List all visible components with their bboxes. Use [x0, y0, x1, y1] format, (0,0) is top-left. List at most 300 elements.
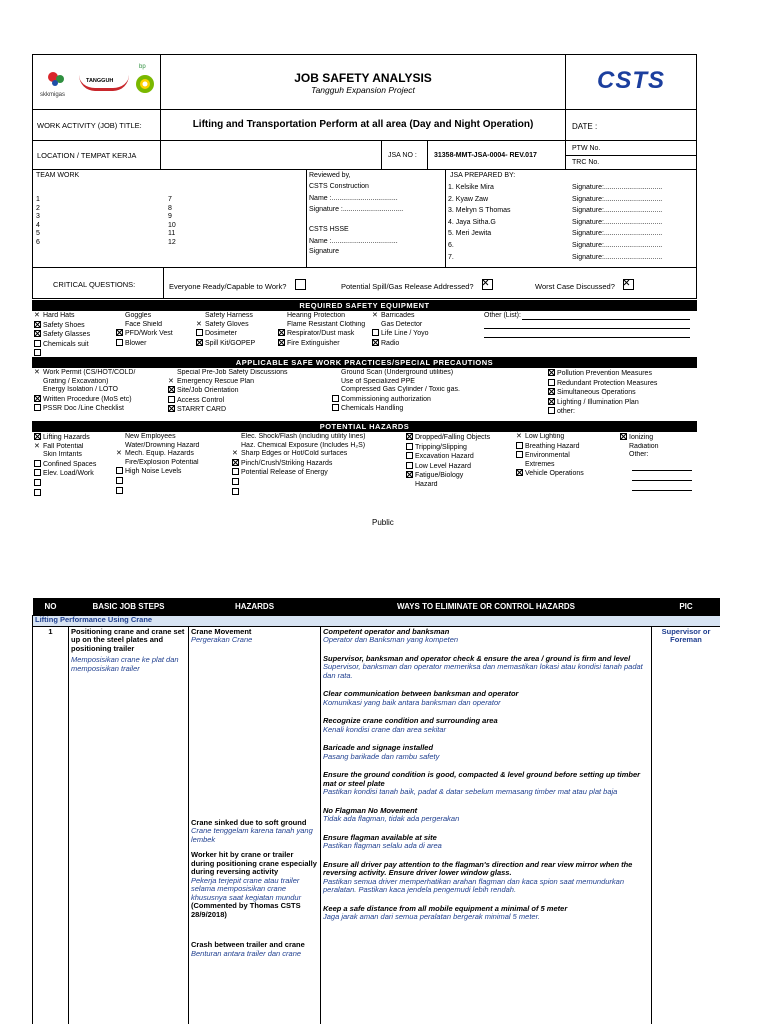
control-item: Ensure all driver pay attention to the flagman's direction and rear view mirror when the reversing activity. Ensure driver lower window glass. Pastikan semua driver memperhatikan arahan flagman dan kaca spion saat memundurkan peralatan. Pastikan kaca jendela pengemudi lebih rendah.	[323, 859, 633, 894]
option-item	[332, 404, 546, 414]
option-item	[278, 312, 370, 321]
team-left-item: 1	[36, 196, 40, 203]
team-right-item: 10	[168, 221, 176, 229]
review-construction: CSTS Construction	[309, 182, 369, 190]
option-item	[34, 489, 114, 499]
option-label: Other:	[629, 451, 649, 459]
option-checkbox[interactable]	[406, 443, 413, 450]
option-label: Respirator/Dust mask	[287, 330, 355, 338]
control-item: Competent operator and banksman Operator dan Banksman yang kompeten	[323, 626, 459, 644]
option-label: Fatigue/Biology	[415, 472, 464, 480]
ptw-label: PTW No.	[572, 145, 601, 152]
option-label: Use of Specialized PPE	[341, 377, 415, 385]
date-label: DATE :	[572, 122, 598, 131]
header-title-box	[160, 54, 566, 110]
option-label: Goggles	[125, 312, 152, 319]
option-checkbox[interactable]	[548, 407, 555, 414]
csts-logo: CSTS	[596, 67, 665, 94]
option-checkbox[interactable]	[516, 451, 523, 458]
step-number: 1	[33, 626, 69, 1024]
option-item	[372, 329, 482, 339]
table-row	[33, 626, 721, 1024]
option-item	[34, 404, 166, 414]
team-left-item: 3	[36, 213, 40, 221]
control-item: No Flagman No Movement Tidak ada flagman, tidak ada pergerakan	[323, 805, 460, 823]
equipment-section-title: REQUIRED SAFETY EQUIPMENT	[32, 300, 697, 311]
other-list-line[interactable]	[484, 328, 690, 329]
option-item	[116, 442, 230, 451]
critical-q2: Potential Spill/Gas Release Addressed?	[341, 282, 474, 291]
option-item	[34, 321, 114, 331]
option-checkbox[interactable]	[232, 468, 239, 475]
option-item	[34, 340, 114, 350]
prepared-name: 1. Kelsike Mira	[448, 184, 494, 191]
option-checkbox[interactable]	[34, 433, 41, 440]
option-label: Mech. Equip. Hazards	[125, 450, 194, 458]
option-item	[116, 477, 230, 487]
option-label: Tripping/Slipping	[415, 443, 467, 451]
option-item	[116, 339, 194, 349]
option-label: Low Level Hazard	[415, 462, 472, 470]
option-item	[168, 396, 330, 406]
option-label: Low Lighting	[525, 433, 565, 440]
page-subtitle: Tangguh Expansion Project	[311, 85, 415, 95]
option-label: Radiation	[629, 442, 659, 450]
option-label: Compressed Gas Cylinder / Toxic gas.	[341, 386, 460, 394]
option-checkbox[interactable]	[116, 339, 123, 346]
hazards-section-title: POTENTIAL HAZARDS	[32, 421, 697, 432]
option-item	[196, 329, 276, 339]
col-pic: PIC	[652, 598, 721, 615]
option-checkbox[interactable]	[196, 329, 203, 336]
option-column	[332, 369, 546, 414]
option-checkbox[interactable]	[34, 321, 41, 328]
option-checkbox[interactable]	[116, 329, 123, 336]
other-list-line[interactable]	[522, 319, 690, 320]
critical-q1-wrap	[169, 279, 308, 291]
option-column	[116, 312, 194, 348]
option-item	[406, 443, 514, 453]
option-checkbox[interactable]	[620, 433, 627, 440]
critical-q3-checkbox[interactable]	[623, 279, 634, 290]
option-checkbox[interactable]	[548, 369, 555, 376]
prepared-name: 5. Meri Jewita	[448, 230, 492, 238]
team-box	[32, 169, 307, 268]
option-item	[168, 405, 330, 415]
option-label: Confined Spaces	[43, 460, 97, 468]
option-checkbox[interactable]	[548, 388, 555, 395]
option-item	[232, 442, 404, 451]
option-label: Simultaneous Operations	[557, 389, 636, 397]
option-checkbox[interactable]	[372, 329, 379, 336]
option-label: Emergency Rescue Plan	[177, 377, 255, 385]
option-checkbox[interactable]	[34, 460, 41, 467]
team-right-item: 11	[168, 230, 176, 238]
team-left-list	[36, 196, 40, 248]
option-column	[232, 433, 404, 497]
option-column	[516, 433, 618, 479]
option-label: Fire/Explosion Potential	[125, 458, 199, 466]
option-item	[406, 452, 514, 462]
page-title: JOB SAFETY ANALYSIS	[294, 71, 432, 85]
option-checkbox[interactable]	[168, 386, 175, 393]
option-label: Hazard	[415, 480, 438, 488]
option-label: Excavation Hazard	[415, 453, 474, 461]
date-box	[565, 109, 697, 141]
option-label: Flame Resistant Clothing	[287, 320, 366, 328]
other-hazard-line[interactable]	[632, 470, 692, 471]
option-item	[34, 395, 166, 405]
option-label: Chemicals Handling	[341, 405, 404, 413]
work-activity-title: Lifting and Transportation Perform at all area (Day and Night Operation)	[192, 119, 534, 130]
prepared-signature[interactable]: Signature:..............................	[572, 253, 663, 261]
option-item	[372, 339, 482, 349]
team-right-item: 8	[168, 204, 172, 212]
option-item	[116, 459, 230, 468]
logo-left-box	[32, 54, 161, 110]
option-item	[116, 329, 194, 339]
option-checkbox[interactable]	[548, 379, 555, 386]
option-label: Ionizing	[629, 434, 654, 441]
col-steps: BASIC JOB STEPS	[69, 598, 189, 615]
option-item	[406, 471, 514, 481]
team-left-item: 2	[36, 204, 40, 212]
option-item	[34, 479, 114, 489]
option-item	[620, 443, 696, 452]
option-label: Pinch/Crush/Striking Hazards	[241, 459, 333, 467]
option-item	[116, 450, 230, 459]
option-item	[232, 450, 404, 459]
trc-box	[565, 155, 697, 170]
cross-mark-icon[interactable]: ✕	[168, 377, 174, 385]
option-checkbox[interactable]	[406, 471, 413, 478]
option-label: Potential Release of Energy	[241, 469, 328, 477]
option-item	[34, 460, 114, 470]
control-item: Supervisor, banksman and operator check & ensure the area / ground is firm and level Supervisor, banksman dan operator memeriksa dan memastikan lokasi atau kondisi tanah padat dan rata.	[323, 653, 643, 680]
other-hazard-line[interactable]	[632, 480, 692, 481]
option-label: Special Pre-Job Safety Discussions	[177, 369, 288, 376]
prepared-signature[interactable]: Signature:..............................	[572, 184, 663, 191]
option-checkbox[interactable]	[34, 489, 41, 496]
option-item	[168, 369, 330, 378]
option-checkbox[interactable]	[34, 340, 41, 347]
option-label: Lighting / Illumination Plan	[557, 398, 639, 406]
logo-left-text-1: skkmigas	[40, 92, 66, 98]
location-label: LOCATION / TEMPAT KERJA	[37, 151, 137, 160]
option-checkbox[interactable]	[516, 442, 523, 449]
option-checkbox[interactable]	[516, 469, 523, 476]
control-item: Baricade and signage installed Pasang barikade dan rambu safety	[323, 743, 440, 761]
prepared-signatures	[572, 182, 662, 263]
option-item	[620, 433, 696, 443]
option-item	[232, 468, 404, 478]
practices-section-title: APPLICABLE SAFE WORK PRACTICES/SPECIAL PRECAUTIONS	[32, 357, 697, 368]
prepared-signature[interactable]: Signature:..............................	[572, 195, 663, 203]
option-item	[116, 487, 230, 497]
option-checkbox[interactable]	[34, 395, 41, 402]
trc-label: TRC No.	[572, 159, 600, 166]
option-checkbox[interactable]	[232, 459, 239, 466]
option-column	[168, 369, 330, 415]
pic-cell: Supervisor or Foreman	[652, 626, 721, 1024]
option-checkbox[interactable]	[232, 478, 239, 485]
equipment-grid	[32, 311, 697, 355]
control-item: Ensure flagman available at site Pastikan flagman selalu ada di area	[323, 832, 442, 850]
steps-table-wrap	[32, 598, 720, 1024]
option-checkbox[interactable]	[196, 339, 203, 346]
col-hazards: HAZARDS	[189, 598, 321, 615]
option-item	[406, 481, 514, 490]
option-label: Safety Glasses	[43, 331, 91, 339]
option-checkbox[interactable]	[34, 349, 41, 356]
option-checkbox[interactable]	[332, 404, 339, 411]
option-checkbox[interactable]	[34, 469, 41, 476]
option-label: STARRT CARD	[177, 406, 227, 414]
option-checkbox[interactable]	[34, 479, 41, 486]
option-label: Hearing Protection	[287, 312, 345, 319]
option-item	[516, 451, 618, 461]
hazard-item: Crane Movement Pergerakan Crane	[191, 626, 253, 644]
option-item	[516, 461, 618, 470]
option-label: Extremes	[525, 460, 555, 468]
option-label: Dropped/Falling Objects	[415, 434, 491, 441]
prepared-name: 3. Melryn S Thomas	[448, 207, 511, 215]
option-item	[196, 321, 276, 330]
work-activity-title-box	[160, 109, 566, 141]
work-activity-label: WORK ACTIVITY (JOB) TITLE:	[37, 121, 142, 130]
cross-mark-icon[interactable]: ✕	[34, 369, 40, 376]
hazards-cell	[189, 626, 321, 1024]
option-checkbox[interactable]	[116, 487, 123, 494]
review-name-1[interactable]: Name :..................................	[309, 195, 398, 203]
option-checkbox[interactable]	[278, 329, 285, 336]
option-item	[516, 442, 618, 452]
location-value-box[interactable]	[160, 140, 382, 170]
logo-right-box	[565, 54, 697, 110]
prepared-signature[interactable]: Signature:..............................	[572, 207, 663, 215]
option-item	[34, 369, 166, 378]
option-label: Gas Detector	[381, 320, 423, 328]
work-activity-label-box	[32, 109, 161, 141]
option-label: Energy Isolation / LOTO	[43, 386, 118, 394]
section-row	[33, 615, 721, 626]
prepared-signature[interactable]: Signature:..............................	[572, 230, 663, 238]
team-left-item: 6	[36, 238, 40, 246]
cross-mark-icon[interactable]: ✕	[34, 442, 40, 450]
option-item	[116, 467, 230, 477]
cross-mark-icon[interactable]: ✕	[516, 433, 522, 440]
cross-mark-icon[interactable]: ✕	[116, 450, 122, 458]
option-checkbox[interactable]	[34, 404, 41, 411]
other-hazard-line[interactable]	[632, 490, 692, 491]
option-label: Elev. Load/Work	[43, 470, 94, 478]
critical-divider	[163, 267, 164, 299]
option-label: Haz. Chemical Exposure (Includes H₂S)	[241, 441, 366, 449]
option-checkbox[interactable]	[232, 488, 239, 495]
cross-mark-icon[interactable]: ✕	[196, 320, 202, 328]
option-label: Site/Job Orientation	[177, 387, 239, 395]
option-checkbox[interactable]	[116, 477, 123, 484]
critical-q3-wrap	[535, 279, 636, 291]
logo-left-text-2: TANGGUH	[86, 78, 114, 84]
option-label: Skin Irritants	[43, 451, 82, 459]
option-item	[548, 369, 696, 379]
option-label: Access Control	[177, 396, 225, 404]
steps-table	[32, 598, 720, 1024]
control-item: Ensure the ground condition is good, compacted & level ground before setting up timber mat or steel plate Pastikan kondisi tanah baik, padat & datar sebelum memasang timber mat atau plat baja	[323, 770, 641, 796]
other-list-line[interactable]	[484, 337, 690, 338]
critical-q1-checkbox[interactable]	[295, 279, 306, 290]
option-label: Fire Extinguisher	[287, 339, 340, 347]
option-item	[232, 478, 404, 488]
team-label: TEAM WORK	[36, 172, 80, 179]
team-left-item: 4	[36, 221, 40, 229]
prepared-signature[interactable]: Signature:..............................	[572, 218, 663, 226]
option-item	[548, 407, 696, 417]
hazards-grid	[32, 432, 697, 510]
prepared-title: JSA PREPARED BY:	[450, 172, 516, 179]
option-item	[548, 398, 696, 408]
jsa-no-value: 31358-MMT-JSA-0004- REV.017	[434, 152, 537, 159]
option-label: Grating / Excavation)	[43, 377, 109, 385]
classification-label: Public	[372, 518, 394, 527]
option-item	[196, 339, 276, 349]
ptw-box	[565, 140, 697, 156]
option-checkbox[interactable]	[406, 452, 413, 459]
option-column	[406, 433, 514, 490]
critical-q2-checkbox[interactable]	[482, 279, 493, 290]
cross-mark-icon[interactable]: ✕	[372, 312, 378, 319]
option-checkbox[interactable]	[34, 330, 41, 337]
option-item	[278, 339, 370, 349]
option-item	[168, 378, 330, 387]
option-checkbox[interactable]	[406, 462, 413, 469]
jsa-no-value-box	[427, 140, 566, 170]
option-label: Hard Hats	[43, 312, 75, 319]
control-item: Clear communication between banksman and operator Komunikasi yang baik antara banksman dan operator	[323, 689, 519, 707]
critical-label: CRITICAL QUESTIONS:	[53, 280, 136, 289]
prepared-box	[445, 169, 697, 268]
option-checkbox[interactable]	[332, 395, 339, 402]
practices-grid	[32, 368, 697, 420]
option-label: Safety Gloves	[205, 320, 249, 328]
option-column	[548, 369, 696, 417]
option-label: Radio	[381, 339, 400, 347]
review-signature-1[interactable]: Signature :...............................	[309, 205, 404, 213]
option-checkbox[interactable]	[278, 339, 285, 346]
option-label: Barricades	[381, 312, 415, 319]
option-item	[548, 388, 696, 398]
option-column	[34, 433, 114, 498]
option-column	[620, 433, 696, 460]
option-item	[332, 386, 546, 395]
option-label: Work Permit (CS/HOT/COLD/	[43, 369, 136, 376]
option-label: Dosimeter	[205, 330, 237, 338]
option-item	[516, 433, 618, 442]
option-column	[372, 312, 482, 348]
option-label: Pollution Prevention Measures	[557, 370, 652, 377]
option-checkbox[interactable]	[168, 405, 175, 412]
option-label: Safety Harness	[205, 312, 253, 319]
option-checkbox[interactable]	[406, 433, 413, 440]
cross-mark-icon[interactable]: ✕	[232, 450, 238, 458]
step-text-id: Memposisikan crane ke plat dan memposisikan trailer	[71, 655, 179, 673]
prepared-names	[448, 182, 511, 263]
option-checkbox[interactable]	[168, 396, 175, 403]
option-item	[34, 386, 166, 395]
critical-questions-row	[32, 267, 697, 299]
option-label: Elec. Shock/Flash (including utility lines)	[241, 433, 366, 440]
option-checkbox[interactable]	[548, 398, 555, 405]
option-label: Ground Scan (Underground utilities)	[341, 369, 454, 376]
option-label: PSSR Doc /Line Checklist	[43, 405, 124, 413]
team-right-list	[168, 196, 176, 248]
option-column	[278, 312, 370, 348]
option-item	[278, 329, 370, 339]
option-item	[34, 433, 114, 443]
control-item: Keep a safe distance from all mobile equipment a minimal of 5 meter Jaga jarak aman dari semua peralatan bergerak minimal 5 meter.	[323, 903, 568, 921]
option-item	[232, 459, 404, 469]
option-item	[332, 378, 546, 387]
option-item	[548, 379, 696, 389]
prepared-name: 6.	[448, 241, 454, 249]
option-column	[34, 312, 114, 359]
cross-mark-icon[interactable]: ✕	[34, 312, 40, 319]
option-label: Face Shield	[125, 320, 162, 328]
option-checkbox[interactable]	[372, 339, 379, 346]
option-label: New Employees	[125, 433, 176, 440]
option-item	[116, 312, 194, 321]
option-label: Redundant Protection Measures	[557, 379, 658, 387]
col-controls: WAYS TO ELIMINATE OR CONTROL HAZARDS	[321, 598, 652, 615]
review-name-2[interactable]: Name :..................................	[309, 237, 398, 245]
control-item: Recognize crane condition and surrounding area Kenali kondisi crane dan area sekitar	[323, 716, 498, 734]
option-label: Fall Potential	[43, 442, 84, 450]
critical-q2-wrap	[341, 279, 495, 291]
controls-cell	[321, 626, 652, 1024]
option-column	[116, 433, 230, 496]
review-signature-2[interactable]: Signature	[309, 247, 339, 255]
hazard-item: Crane sinked due to soft ground Crane tenggelam karena tanah yang lembek	[191, 817, 313, 844]
option-label: High Noise Levels	[125, 468, 182, 476]
option-column	[34, 369, 166, 414]
review-by: Reviewed by,	[309, 172, 351, 179]
bp-logo-icon	[134, 73, 156, 95]
option-label: Lifting Hazards	[43, 434, 90, 441]
option-item	[34, 469, 114, 479]
section-title: Lifting Performance Using Crane	[33, 615, 721, 626]
prepared-name: 4. Jaya Sitha.G	[448, 218, 496, 226]
option-label: Commissioning authorization	[341, 395, 431, 403]
other-list-label: Other (List):	[484, 312, 521, 319]
option-item	[196, 312, 276, 321]
option-checkbox[interactable]	[116, 467, 123, 474]
prepared-signature[interactable]: Signature:..............................	[572, 241, 663, 249]
jsa-no-label-box	[381, 140, 428, 170]
logo-left-text-3: bp	[139, 64, 146, 70]
prepared-name: 2. Kyaw Zaw	[448, 195, 489, 203]
option-item	[232, 433, 404, 442]
option-label: Blower	[125, 339, 147, 347]
option-label: Spill Kit/GOPEP	[205, 339, 256, 347]
option-item	[34, 330, 114, 340]
hazard-item: Crash between trailer and crane Benturan antara trailer dan crane	[191, 940, 305, 958]
option-label: Vehicle Operations	[525, 470, 584, 478]
col-no: NO	[33, 598, 69, 615]
option-item	[406, 462, 514, 472]
option-label: Breathing Hazard	[525, 442, 580, 450]
option-label: Chemicals suit	[43, 340, 89, 348]
